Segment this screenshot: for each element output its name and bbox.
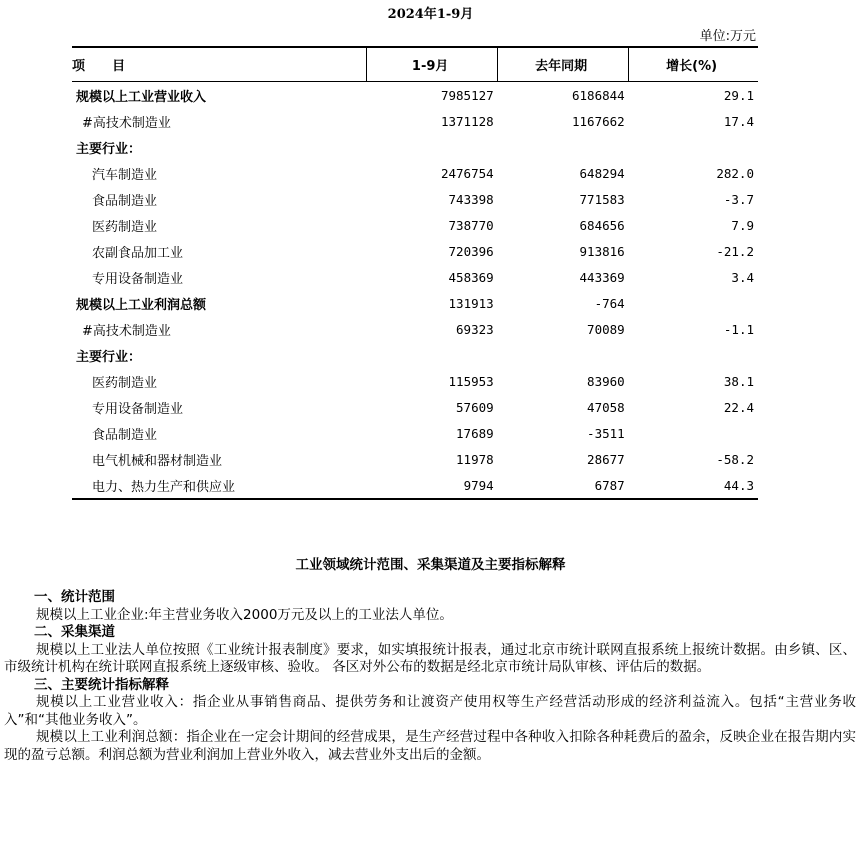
cell-growth: 22.4 [723,399,754,415]
paragraph-profit-definition: 规模以上工业利润总额：指企业在一定会计期间的经营成果，是生产经营过程中各种收入扣除各种耗费后的盈余，反映企业在报告期内实现的盈亏总额。利润总额为营业利润加上营业外收入，减去营业外支出后的金额。 [4,729,856,763]
report-title: 2024年1-9月 [387,7,474,22]
cell-current: 115953 [448,373,494,389]
cell-prev-year: -3511 [587,425,625,441]
cell-current: 9794 [367,472,498,499]
cell-prev-year: 1167662 [572,113,625,129]
cell-prev-year: 47058 [587,399,625,415]
table-row [72,212,758,238]
cell-prev-year: 443369 [579,269,625,285]
cell-current: 11978 [456,451,494,467]
cell-current: 57609 [456,399,494,415]
row-label: 汽车制造业 [92,167,158,183]
table-row [72,316,758,342]
notes-section [4,589,856,764]
header-item: 项 目 [72,47,367,82]
cell-current: 743398 [448,191,494,207]
table-row [72,472,758,499]
table-row [72,264,758,290]
header-growth: 增长(%) [629,47,758,82]
cell-prev-year: 6787 [498,472,629,499]
row-label: 电气机械和器材制造业 [92,453,223,469]
cell-prev-year: -764 [594,295,625,311]
cell-current [367,134,498,160]
cell-growth: 29.1 [723,87,754,103]
row-label: 食品制造业 [92,193,158,209]
table-header [72,47,758,82]
row-label: #高技术制造业 [82,115,171,131]
cell-growth [629,134,758,160]
cell-current: 738770 [448,217,494,233]
cell-current: 720396 [448,243,494,259]
header-prev: 去年同期 [498,47,629,82]
header-row [72,47,758,82]
table-row [72,108,758,134]
unit-label: 单位:万元 [699,29,756,44]
row-label: 主要行业： [76,349,142,365]
cell-prev-year: 684656 [579,217,625,233]
cell-prev-year: 70089 [587,321,625,337]
cell-prev-year: 6186844 [572,87,625,103]
row-label: #高技术制造业 [82,323,171,339]
cell-prev-year [498,134,629,160]
table-body [72,82,758,500]
row-label: 专用设备制造业 [92,401,184,417]
paragraph-revenue-definition: 规模以上工业营业收入：指企业从事销售商品、提供劳务和让渡资产使用权等生产经营活动形成的经济利益流入。包括“主营业务收入”和“其他业务收入”。 [4,694,856,728]
table-row [72,446,758,472]
cell-prev-year: 83960 [587,373,625,389]
cell-growth: 3.4 [731,269,754,285]
row-label: 农副食品加工业 [92,245,184,261]
cell-growth: 7.9 [731,217,754,233]
row-label: 食品制造业 [92,427,158,443]
table-row [72,134,758,160]
cell-prev-year: 771583 [579,191,625,207]
cell-growth: -3.7 [723,191,754,207]
table-row [72,186,758,212]
cell-prev-year: 648294 [579,165,625,181]
cell-growth [629,420,758,446]
cell-current [367,342,498,368]
paragraph-scope: 规模以上工业企业:年主营业务收入2000万元及以上的工业法人单位。 [36,606,453,623]
section-heading-indicators: 三、主要统计指标解释 [34,676,169,693]
table-row [72,394,758,420]
cell-growth: 282.0 [716,165,754,181]
table-row [72,342,758,368]
paragraph-channel: 规模以上工业法人单位按照《工业统计报表制度》要求，如实填报统计报表，通过北京市统计联网直报系统上报统计数据。由乡镇、区、市级统计机构在统计联网直报系统上逐级审核、验收。 各区对外公布的数据是经北京市统计局队审核、评估后的数据。 [4,641,856,675]
row-label: 专用设备制造业 [92,271,184,287]
row-label: 医药制造业 [92,219,158,235]
cell-growth: -58.2 [716,451,754,467]
table-row [72,160,758,186]
cell-current: 1371128 [440,113,494,129]
row-label: 电力、热力生产和供应业 [72,472,367,499]
row-label: 规模以上工业利润总额 [76,297,207,313]
cell-current: 69323 [456,321,494,337]
cell-current: 7985127 [440,87,494,103]
table-row [72,420,758,446]
row-label: 医药制造业 [92,375,158,391]
cell-growth: 17.4 [723,113,754,129]
section-heading-scope: 一、统计范围 [34,589,115,605]
header-current: 1-9月 [367,47,498,82]
table-row [72,368,758,394]
cell-growth [629,342,758,368]
cell-current: 131913 [448,295,494,311]
cell-growth: -21.2 [716,243,754,259]
row-label: 规模以上工业营业收入 [76,89,207,105]
cell-current: 17689 [456,425,494,441]
cell-growth: 38.1 [723,373,754,389]
table-row [72,290,758,316]
cell-growth: -1.1 [723,321,754,337]
table-row [72,238,758,264]
cell-prev-year: 913816 [579,243,625,259]
table-row [72,82,758,109]
cell-current: 2476754 [440,165,494,181]
section-heading-channel: 二、采集渠道 [34,624,115,640]
row-label: 主要行业： [76,141,142,157]
cell-current: 458369 [448,269,494,285]
cell-prev-year [498,342,629,368]
stats-table [72,46,758,500]
cell-growth: 44.3 [629,472,758,499]
cell-growth [629,290,758,316]
notes-title: 工业领域统计范围、采集渠道及主要指标解释 [295,557,566,573]
cell-prev-year: 28677 [587,451,625,467]
